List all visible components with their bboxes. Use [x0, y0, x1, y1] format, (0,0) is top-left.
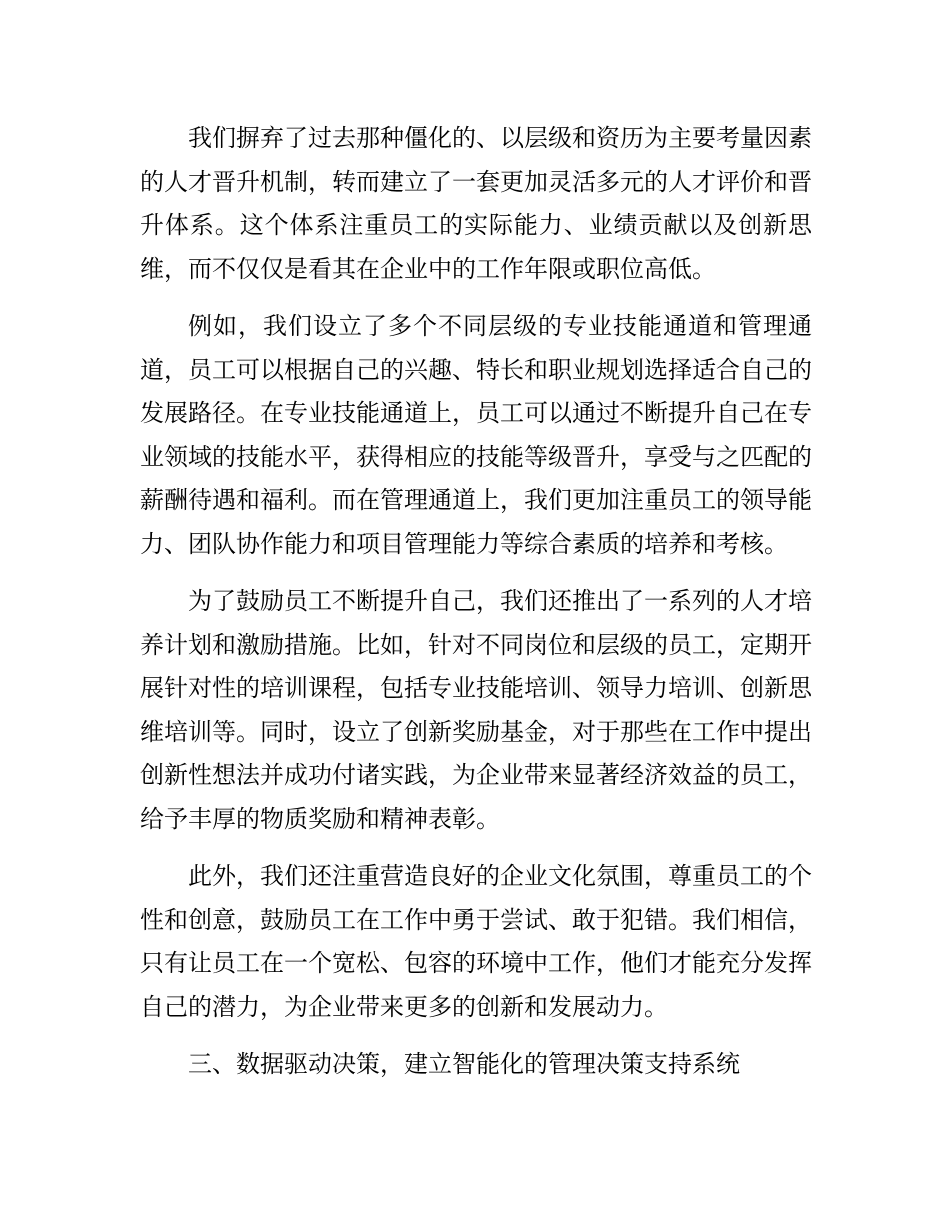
paragraph-talent-promotion: 我们摒弃了过去那种僵化的、以层级和资历为主要考量因素的人才晋升机制，转而建立了一套更加灵活多元的人才评价和晋升体系。这个体系注重员工的实际能力、业绩贡献以及创新思维，而不仅仅是看其在企业中的工作年限或职位高低。: [140, 124, 812, 283]
paragraph-corporate-culture: 此外，我们还注重营造良好的企业文化氛围，尊重员工的个性和创意，鼓励员工在工作中勇于尝试、敢于犯错。我们相信，只有让员工在一个宽松、包容的环境中工作，他们才能充分发挥自己的潜力，为企业带来更多的创新和发展动力。: [140, 862, 812, 1021]
paragraph-career-channels: 例如，我们设立了多个不同层级的专业技能通道和管理通道，员工可以根据自己的兴趣、特长和职业规划选择适合自己的发展路径。在专业技能通道上，员工可以通过不断提升自己在专业领域的技能水平，获得相应的技能等级晋升，享受与之匹配的薪酬待遇和福利。而在管理通道上，我们更加注重员工的领导能力、团队协作能力和项目管理能力等综合素质的培养和考核。: [140, 312, 812, 558]
document-body: [140, 117, 812, 1087]
section-heading: 三、数据驱动决策，建立智能化的管理决策支持系统: [188, 1050, 740, 1078]
paragraph-training-incentives: 为了鼓励员工不断提升自己，我们还推出了一系列的人才培养计划和激励措施。比如，针对不同岗位和层级的员工，定期开展针对性的培训课程，包括专业技能培训、领导力培训、创新思维培训等。同时，设立了创新奖励基金，对于那些在工作中提出创新性想法并成功付诸实践，为企业带来显著经济效益的员工，给予丰厚的物质奖励和精神表彰。: [140, 587, 812, 833]
